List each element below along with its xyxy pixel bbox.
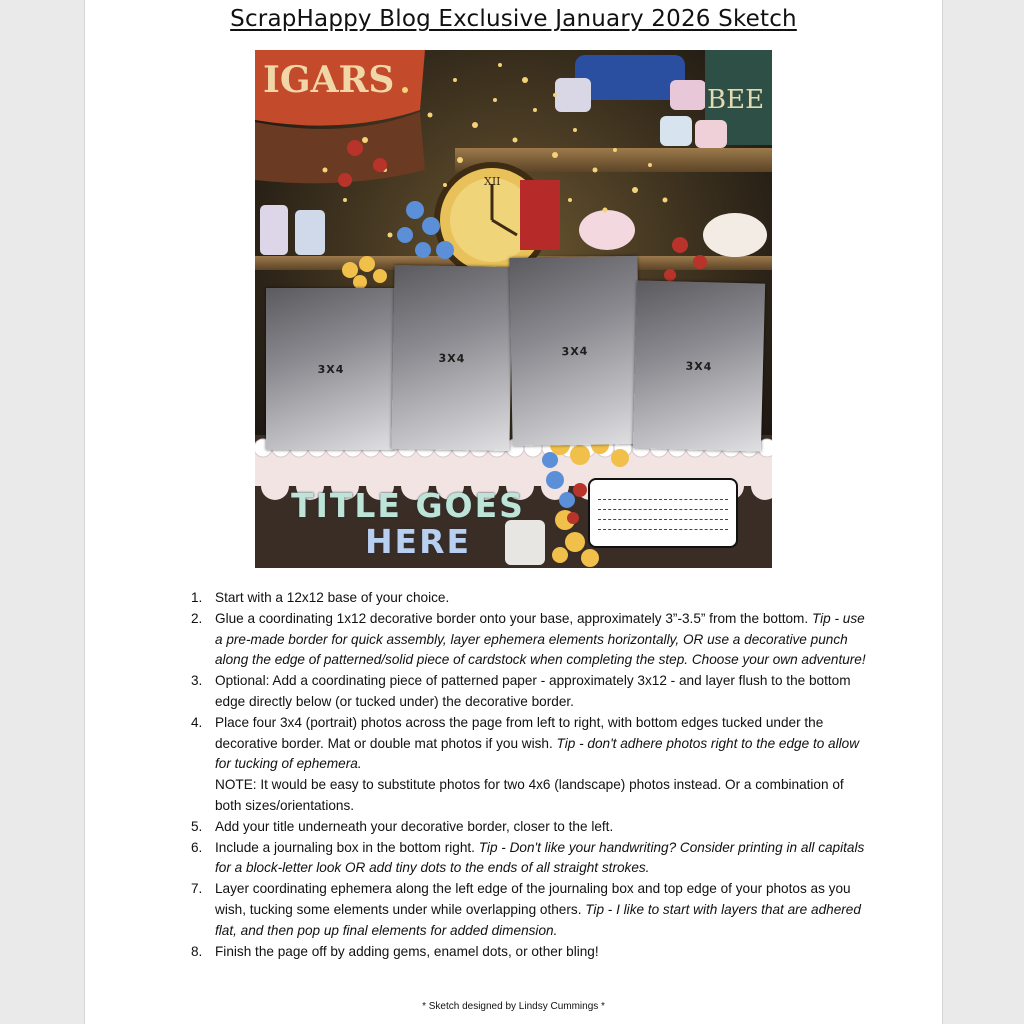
svg-text:XII: XII bbox=[484, 175, 501, 188]
instruction-number: 5. bbox=[191, 818, 203, 834]
instruction-text: Include a journaling box in the bottom right. bbox=[215, 839, 479, 855]
photo-size-label: 3X4 bbox=[561, 344, 589, 358]
instruction-number: 8. bbox=[191, 943, 203, 959]
title-placeholder bbox=[263, 488, 553, 564]
instruction-text: Add your title underneath your decorative border, closer to the left. bbox=[215, 818, 614, 834]
sketch-image bbox=[255, 50, 772, 568]
sign-text: IGARS bbox=[263, 59, 395, 101]
instruction-number: 1. bbox=[191, 590, 203, 605]
instruction-number: 7. bbox=[191, 881, 203, 897]
instruction-number: 3. bbox=[191, 673, 203, 689]
sign-text: BEE bbox=[707, 85, 765, 115]
journaling-line bbox=[598, 510, 728, 520]
journaling-line bbox=[598, 490, 728, 500]
photo-placeholder-3 bbox=[509, 256, 640, 446]
instruction-item bbox=[177, 879, 867, 941]
photo-placeholder-1 bbox=[266, 288, 396, 450]
instruction-text: Glue a coordinating 1x12 decorative border onto your base, approximately 3”-3.5” from the bottom. bbox=[215, 610, 812, 626]
document-page bbox=[84, 0, 943, 1024]
instruction-text: Optional: Add a coordinating piece of patterned paper - approximately 3x12 - and layer flush to the bottom edge directly below (or tucked under) the decorative border. bbox=[215, 673, 851, 709]
instruction-item bbox=[177, 942, 867, 963]
instruction-number: 2. bbox=[191, 610, 203, 626]
instruction-number: 6. bbox=[191, 839, 203, 855]
instruction-text: Start with a 12x12 base of your choice. bbox=[215, 590, 450, 605]
instruction-text: Layer coordinating ephemera along the left edge of the journaling box and top edge of your photos as you wish, tucking some elements under while overlapping others. bbox=[215, 881, 851, 917]
instruction-number: 4. bbox=[191, 714, 203, 730]
journaling-box bbox=[588, 478, 738, 548]
instruction-item bbox=[177, 713, 867, 817]
instruction-item bbox=[177, 588, 867, 609]
instruction-tip: Tip - Don't like your handwriting? Consider printing in all capitals for a block-letter look OR add tiny dots to the ends of all straight strokes. bbox=[215, 839, 865, 876]
instruction-text: Finish the page off by adding gems, enamel dots, or other bling! bbox=[215, 943, 599, 959]
journaling-line bbox=[598, 500, 728, 510]
instruction-item bbox=[177, 817, 867, 838]
document-title: ScrapHappy Blog Exclusive January 2026 Sketch bbox=[230, 6, 797, 32]
instruction-item bbox=[177, 609, 867, 671]
photo-placeholder-4 bbox=[633, 280, 765, 451]
instruction-tip: Tip - don't adhere photos right to the edge to allow for tucking of ephemera. bbox=[215, 735, 860, 772]
photo-placeholder-2 bbox=[391, 265, 512, 451]
instruction-item bbox=[177, 838, 867, 880]
instructions-list bbox=[177, 588, 867, 962]
title-line-2: HERE bbox=[364, 522, 472, 561]
photo-size-label: 3X4 bbox=[317, 362, 345, 376]
instruction-tip: Tip - I like to start with layers that are adhered flat, and then pop up final elements for added dimension. bbox=[215, 901, 861, 938]
sketch-credit: * Sketch designed by Lindsy Cummings * bbox=[422, 1001, 605, 1012]
journaling-line bbox=[598, 520, 728, 530]
instruction-item bbox=[177, 671, 867, 713]
title-line-1: TITLE GOES bbox=[291, 486, 525, 525]
photo-size-label: 3X4 bbox=[438, 351, 466, 365]
photo-size-label: 3X4 bbox=[685, 359, 713, 373]
instruction-tip: Tip - use a pre-made border for quick assembly, layer ephemera elements horizontally, OR use a decorative punch along the edge of patterned/solid piece of cardstock when completing the step. Choose your own adventure! bbox=[215, 610, 866, 668]
instruction-text: Place four 3x4 (portrait) photos across the page from left to right, with bottom edges tucked under the decorative border. Mat or double mat photos if you wish. bbox=[215, 714, 824, 751]
instruction-note: NOTE: It would be easy to substitute photos for two 4x6 (landscape) photos instead. Or a combination of both sizes/orientations. bbox=[215, 777, 844, 813]
